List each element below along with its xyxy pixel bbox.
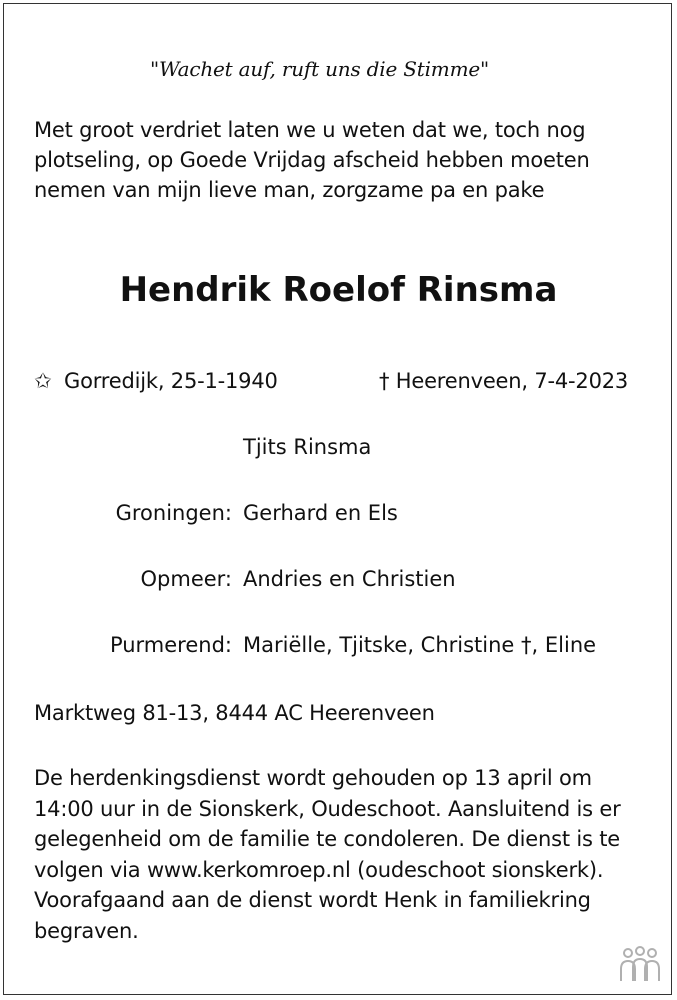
- birth-line: [34, 366, 278, 396]
- family-row: [0, 630, 677, 660]
- death-line: † Heerenveen, 7-4-2023: [379, 369, 629, 393]
- family-names: Mariëlle, Tjitske, Christine †, Eline: [243, 633, 597, 657]
- deceased-name: Hendrik Roelof Rinsma: [119, 270, 558, 310]
- family-names: Tjits Rinsma: [243, 435, 372, 459]
- family-row: [0, 498, 677, 528]
- star-icon: ✩: [34, 369, 52, 393]
- family-row: [0, 432, 677, 462]
- family-place: Opmeer:: [140, 567, 232, 591]
- address: Marktweg 81-13, 8444 AC Heerenveen: [34, 701, 435, 725]
- family-place: Purmerend:: [109, 633, 232, 657]
- family-place: Groningen:: [115, 501, 232, 525]
- people-group-icon: [617, 945, 663, 985]
- motto: "Wachet auf, ruft uns die Stimme": [150, 57, 489, 81]
- birth-text: Gorredijk, 25-1-1940: [64, 369, 278, 393]
- family-names: Gerhard en Els: [243, 501, 398, 525]
- family-row: [0, 564, 677, 594]
- service-text: De herdenkingsdienst wordt gehouden op 13 april om 14:00 uur in de Sionskerk, Oudeschoot. Aansluitend is er gelegenheid om de familie te condoleren. De dienst is te volgen via www.kerkomroep.nl (oudeschoot sionskerk). Voorafgaand aan de dienst wordt Henk in familiekring begraven.: [34, 766, 621, 943]
- family-names: Andries en Christien: [243, 567, 456, 591]
- intro-text: Met groot verdriet laten we u weten dat we, toch nog plotseling, op Goede Vrijdag afscheid hebben moeten nemen van mijn lieve man, zorgzame pa en pake: [34, 118, 590, 202]
